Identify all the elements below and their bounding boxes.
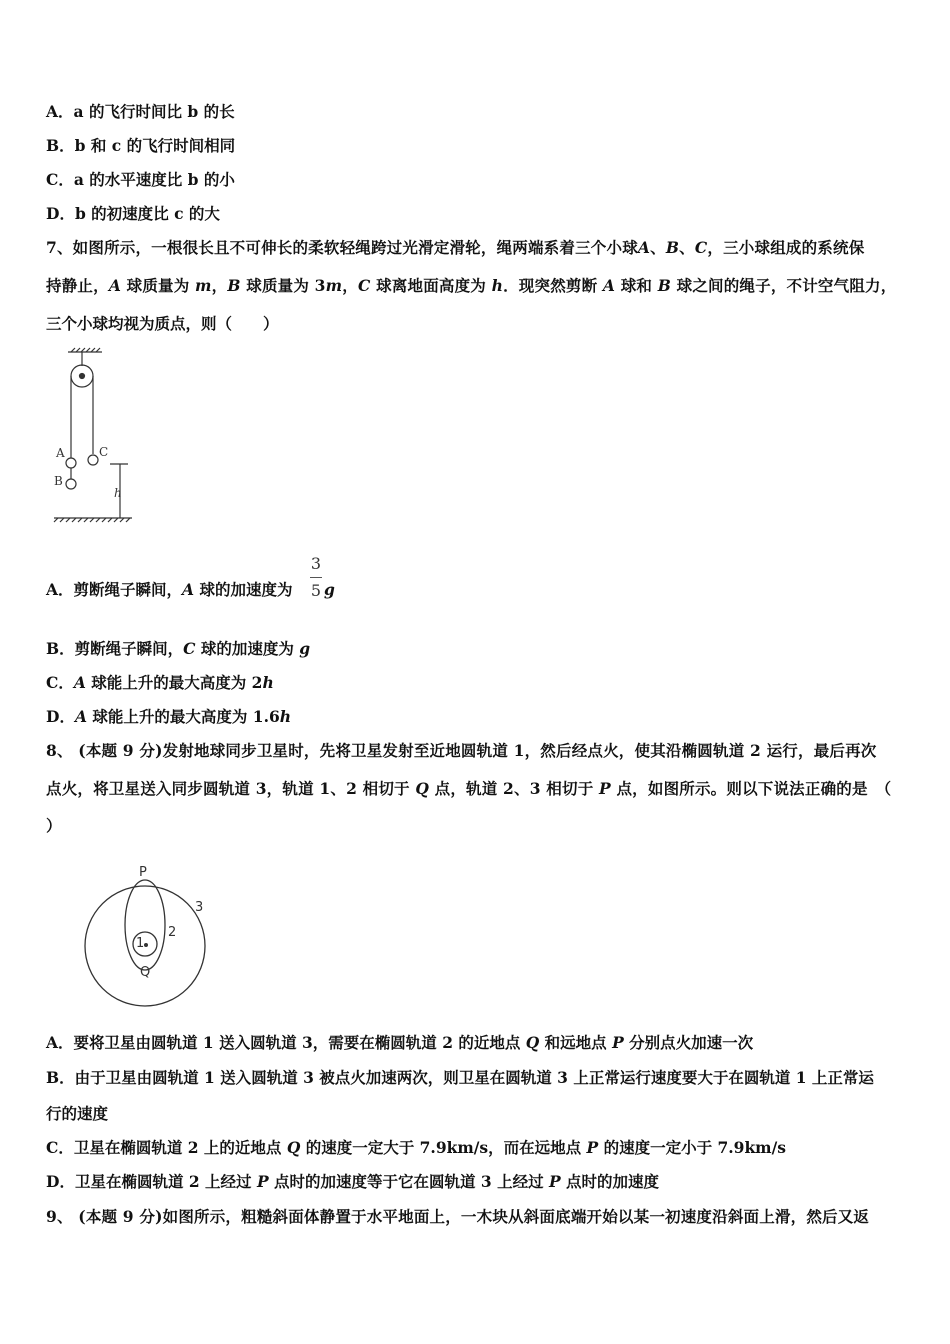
label-c: C (99, 445, 109, 459)
q7-option-d: D．A 球能上升的最大高度为 1.6h (46, 707, 292, 726)
q9-stem-line-1: 9、 (本题 9 分)如图所示，粗糙斜面体静置于水平地面上，一木块从斜面底端开始以某一初速度沿斜面上滑，然后又返 (46, 1207, 870, 1226)
fraction-denominator: 5 (310, 581, 322, 600)
fraction-g: g (324, 580, 335, 599)
orbit-figure (76, 858, 226, 1018)
q6-option-b: B．b 和 c 的飞行时间相同 (46, 136, 236, 155)
label-b: B (54, 474, 63, 488)
q8-stem-line-2: 点火，将卫星送入同步圆轨道 3，轨道 1、2 相切于 Q 点，轨道 2、3 相切于 P 点，如图所示。则以下说法正确的是 （ (46, 779, 892, 798)
label-orbit-1: 1 (136, 936, 145, 951)
q7-option-c: C．A 球能上升的最大高度为 2h (46, 673, 274, 692)
ball-a (66, 458, 76, 468)
pulley-figure (46, 346, 146, 526)
q6-option-c: C．a 的水平速度比 b 的小 (46, 170, 235, 189)
fraction-bar (310, 577, 322, 578)
q7-stem-line-1: 7、如图所示，一根很长且不可伸长的柔软轻绳跨过光滑定滑轮，绳两端系着三个小球A、B、C，三小球组成的系统保 (46, 238, 865, 257)
label-q: Q (140, 965, 151, 980)
label-a: A (56, 446, 65, 460)
q8-option-b-cont: 行的速度 (46, 1104, 109, 1123)
q6-option-d: D．b 的初速度比 c 的大 (46, 204, 220, 223)
q8-stem-line-3: ） (46, 816, 62, 835)
q8-stem-line-1: 8、 (本题 9 分)发射地球同步卫星时，先将卫星发射至近地圆轨道 1，然后经点火，使其沿椭圆轨道 2 运行，最后再次 (46, 741, 877, 760)
q6-option-a: A．a 的飞行时间比 b 的长 (46, 102, 235, 121)
ball-b (66, 479, 76, 489)
q8-option-c: C．卫星在椭圆轨道 2 上的近地点 Q 的速度一定大于 7.9km/s，而在远地点 P 的速度一定小于 7.9km/s (46, 1138, 786, 1157)
ball-c (88, 455, 98, 465)
q8-option-a: A．要将卫星由圆轨道 1 送入圆轨道 3，需要在椭圆轨道 2 的近地点 Q 和远地点 P 分别点火加速一次 (46, 1033, 754, 1052)
q7-option-a: A．剪断绳子瞬间，A 球的加速度为 (46, 580, 293, 599)
q8-option-d: D．卫星在椭圆轨道 2 上经过 P 点时的加速度等于它在圆轨道 3 上经过 P 点时的加速度 (46, 1172, 660, 1191)
q7-stem-line-3: 三个小球均视为质点，则（ ） (46, 314, 279, 333)
label-h: h (114, 486, 122, 500)
q8-option-b: B．由于卫星由圆轨道 1 送入圆轨道 3 被点火加速两次，则卫星在圆轨道 3 上正常运行速度要大于在圆轨道 1 上正常运 (46, 1068, 874, 1087)
label-orbit-3: 3 (195, 900, 204, 915)
label-orbit-2: 2 (168, 925, 177, 940)
earth-center (144, 943, 148, 947)
q7-option-b: B．剪断绳子瞬间，C 球的加速度为 g (46, 639, 311, 658)
label-p: P (139, 865, 147, 880)
q7-stem-line-2: 持静止，A 球质量为 m，B 球质量为 3m，C 球离地面高度为 h．现突然剪断 A 球和 B 球之间的绳子，不计空气阻力， (46, 276, 897, 295)
fraction-numerator: 3 (310, 554, 322, 573)
